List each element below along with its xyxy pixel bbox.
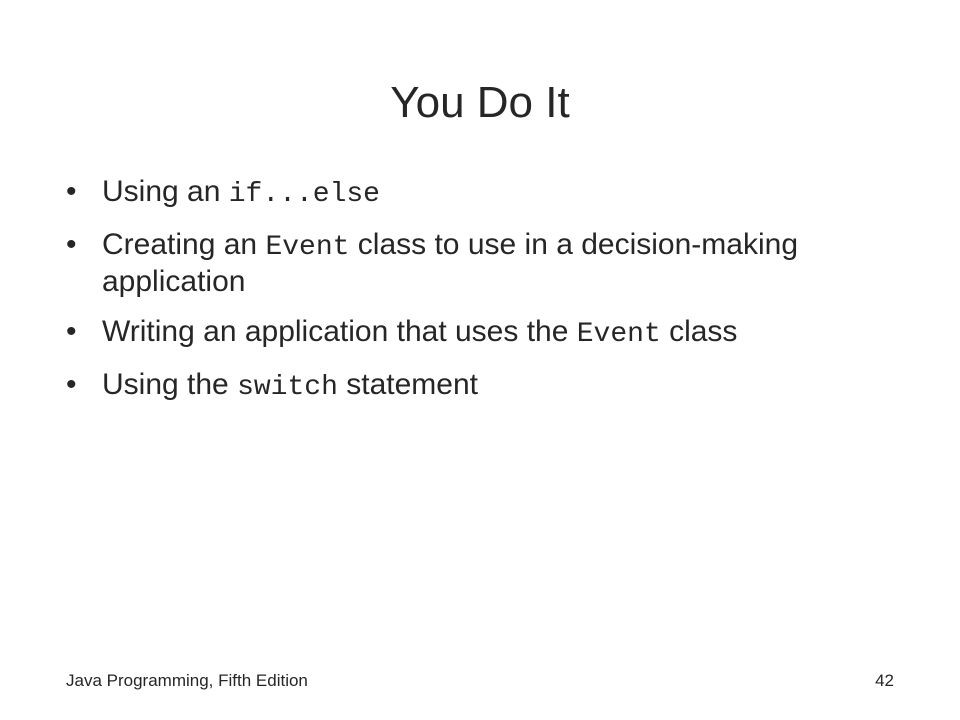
bullet-marker: •: [66, 228, 77, 261]
page-number: 42: [875, 671, 894, 690]
bullet-text: Using an: [102, 175, 229, 208]
bullet-list: [66, 175, 846, 421]
footer-book-title: Java Programming, Fifth Edition: [66, 671, 308, 690]
code-keyword: switch: [237, 372, 338, 403]
bullet-marker: •: [66, 315, 77, 348]
bullet-marker: •: [66, 368, 77, 401]
bullet-item: [66, 175, 846, 212]
bullet-item: [66, 315, 846, 352]
bullet-item: [66, 228, 846, 299]
code-keyword: if...else: [228, 179, 380, 210]
slide-title: You Do It: [390, 78, 570, 127]
bullet-item: [66, 368, 846, 405]
bullet-text: Writing an application that uses the: [102, 315, 577, 348]
bullet-text: class to use in a decision-making application: [102, 228, 799, 298]
code-keyword: Event: [576, 319, 661, 350]
bullet-marker: •: [66, 175, 77, 208]
bullet-text: class: [660, 315, 738, 348]
bullet-text: statement: [337, 368, 478, 401]
bullet-text: Using the: [102, 368, 238, 401]
code-keyword: Event: [265, 232, 350, 263]
bullet-text: Creating an: [102, 228, 266, 261]
